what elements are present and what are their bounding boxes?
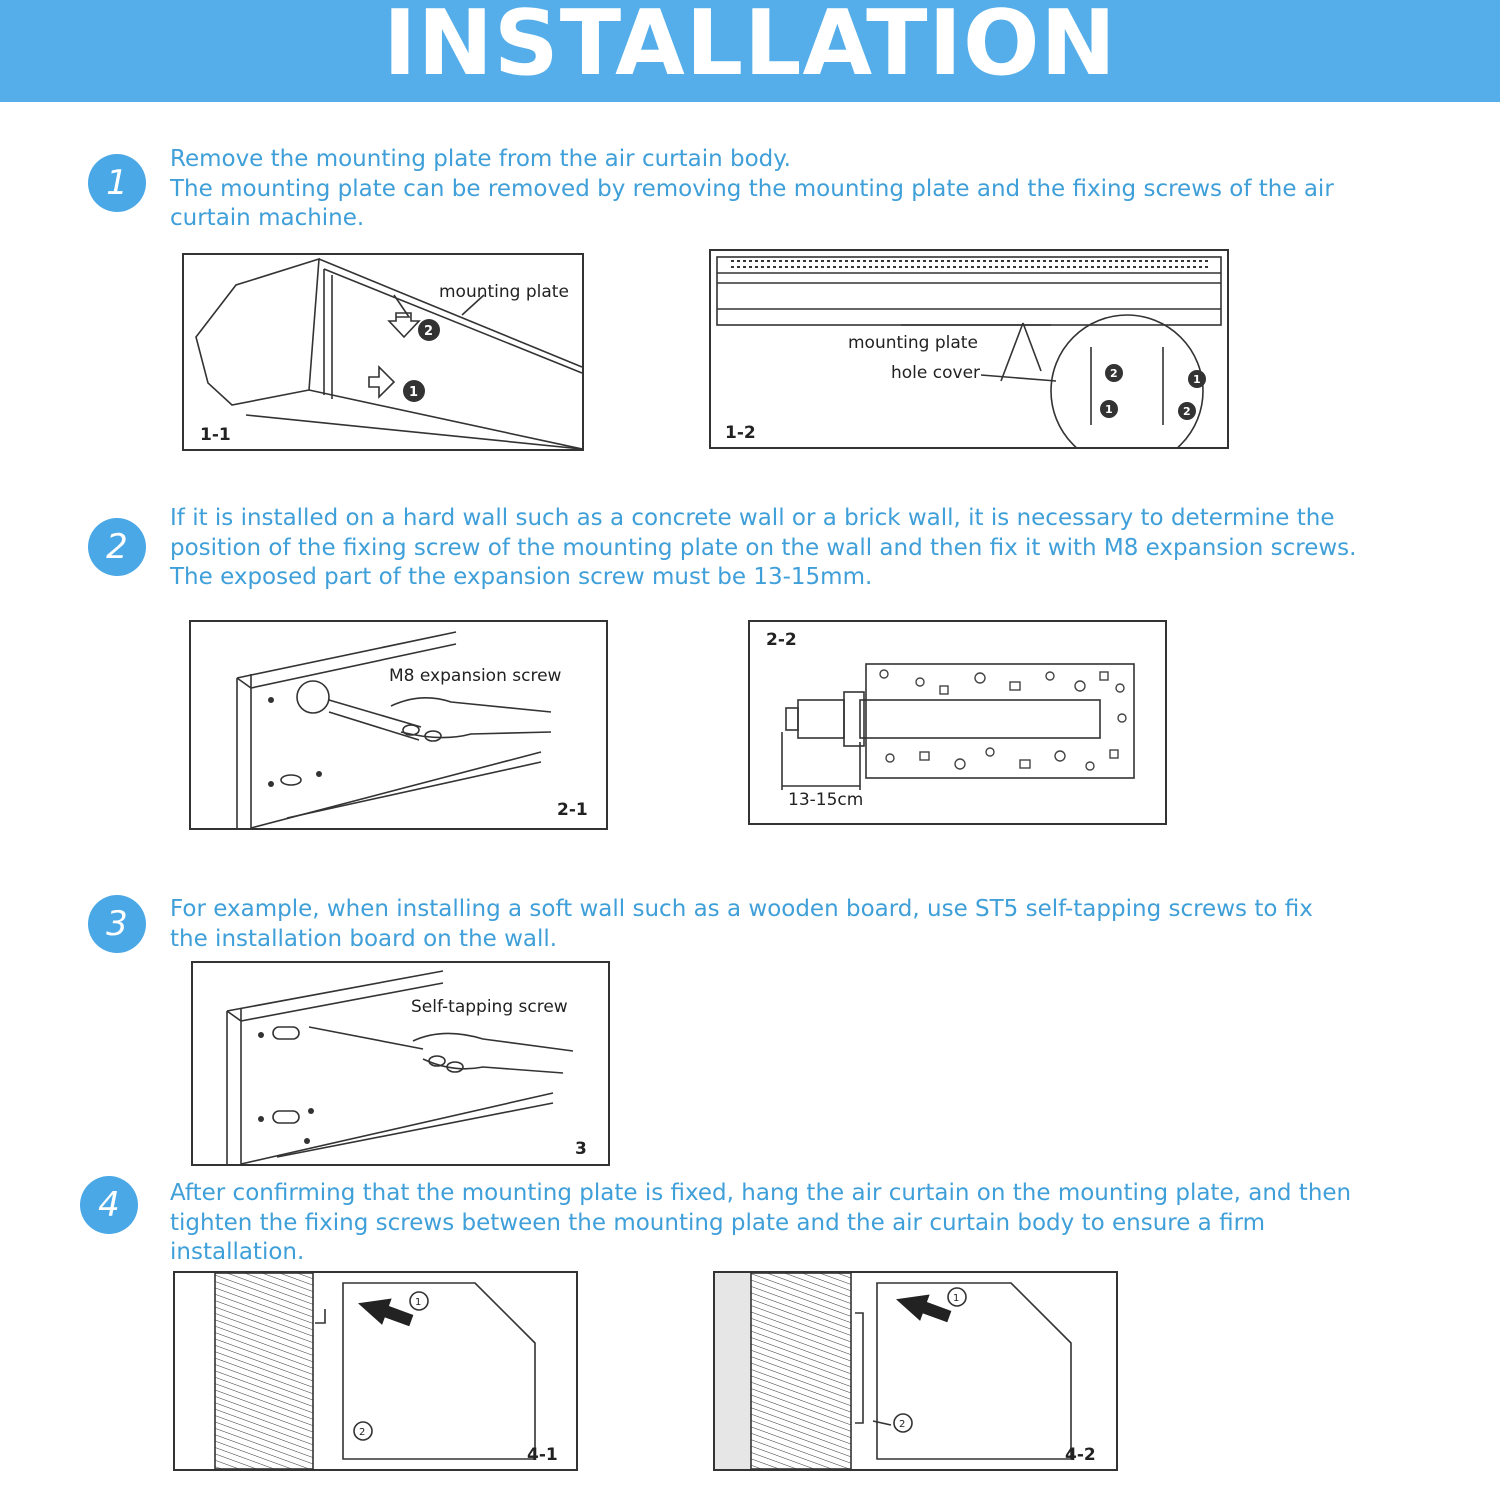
- figure-1-2-label: 1-2: [725, 423, 756, 443]
- step-3-line-1: For example, when installing a soft wall such as a wooden board, use ST5 self-tapping screws to fix the installation board on the wall.: [170, 896, 1313, 952]
- step-1-text: [170, 145, 1420, 234]
- svg-text:2: 2: [359, 1427, 366, 1438]
- figure-2-2-dimension: 13-15cm: [788, 790, 864, 810]
- step-3-badge: 3: [88, 895, 146, 953]
- figure-3: [191, 961, 610, 1166]
- concrete-aggregate: [880, 670, 1126, 770]
- figure-4-1-drawing: [175, 1273, 576, 1469]
- figure-3-drawing: [193, 963, 608, 1164]
- figure-2-1-drawing: [191, 622, 606, 828]
- svg-text:1: 1: [415, 1297, 422, 1308]
- marker-2: 2: [424, 324, 434, 339]
- svg-text:2: 2: [1183, 405, 1191, 418]
- step-4-line-1: After confirming that the mounting plate is fixed, hang the air curtain on the mounting plate, and then tighten the fixing screws between the mounting plate and the air curtain body to ensure a firm installation.: [170, 1180, 1352, 1265]
- svg-text:1: 1: [1105, 403, 1113, 416]
- figure-2-1-label: 2-1: [557, 800, 588, 820]
- step-2-text: [170, 504, 1395, 593]
- wall-hatch: [215, 1273, 313, 1469]
- svg-text:2: 2: [899, 1419, 906, 1430]
- step-2-line-1: If it is installed on a hard wall such as a concrete wall or a brick wall, it is necessary to determine the position of the fixing screw of the mounting plate on the wall and then fix it with M8 expansion screws. The exposed part of the expansion screw must be 13-15mm.: [170, 505, 1357, 590]
- page-title: INSTALLATION: [383, 0, 1117, 96]
- figure-2-2-label: 2-2: [766, 630, 797, 650]
- step-1-badge: 1: [88, 154, 146, 212]
- figure-1-2-callout-mounting-plate: mounting plate: [848, 333, 978, 353]
- figure-3-label: 3: [575, 1139, 587, 1159]
- figure-2-2: [748, 620, 1167, 825]
- figure-2-1: [189, 620, 608, 830]
- step-4-badge: 4: [80, 1176, 138, 1234]
- figure-4-2-drawing: [715, 1273, 1116, 1469]
- figure-4-1: [173, 1271, 578, 1471]
- svg-text:1: 1: [953, 1293, 960, 1304]
- figure-1-1: [182, 253, 584, 451]
- step-4-text: [170, 1179, 1390, 1268]
- marker-1: 1: [409, 385, 419, 400]
- step-2-badge: 2: [88, 518, 146, 576]
- svg-text:2: 2: [1110, 367, 1118, 380]
- figure-4-2-label: 4-2: [1065, 1445, 1096, 1465]
- step-3-text: [170, 895, 1345, 954]
- figure-4-2: [713, 1271, 1118, 1471]
- step-1-line-2: The mounting plate can be removed by removing the mounting plate and the fixing screws of the air curtain machine.: [170, 175, 1334, 231]
- figure-4-1-label: 4-1: [527, 1445, 558, 1465]
- figure-1-1-callout: mounting plate: [439, 282, 569, 302]
- svg-text:1: 1: [1193, 373, 1201, 386]
- figure-1-1-label: 1-1: [200, 425, 231, 445]
- figure-1-2-callout-hole-cover: hole cover: [891, 363, 981, 383]
- step-1-line-1: Remove the mounting plate from the air curtain body.: [170, 146, 791, 172]
- figure-1-2: [709, 249, 1229, 449]
- figure-2-1-callout: M8 expansion screw: [389, 666, 562, 686]
- header-banner: [0, 0, 1500, 102]
- wall-hatch: [751, 1273, 851, 1469]
- figure-3-callout: Self-tapping screw: [411, 997, 568, 1017]
